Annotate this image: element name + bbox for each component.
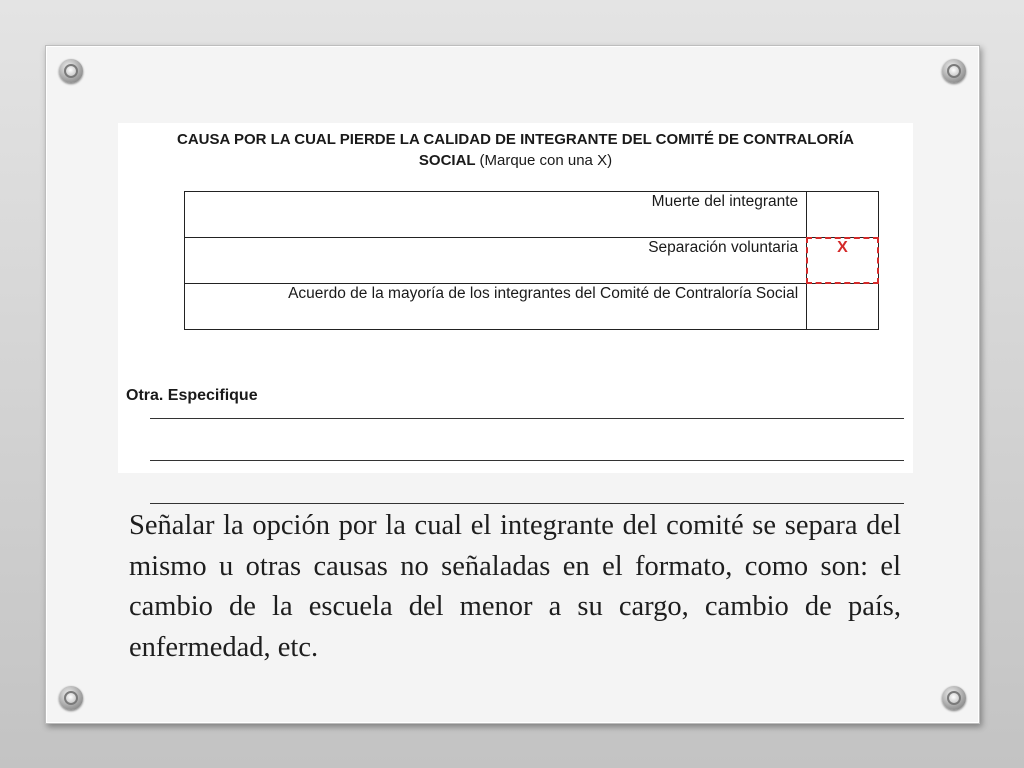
form-excerpt — [118, 123, 913, 473]
option-row — [185, 284, 879, 330]
other-label: Otra. Especifique — [126, 387, 258, 404]
screw-bottom-right-icon — [942, 686, 966, 710]
form-title — [118, 129, 913, 171]
option-checkbox-separacion[interactable] — [807, 238, 879, 284]
specify-line-1[interactable] — [150, 418, 904, 419]
option-row — [185, 192, 879, 238]
option-label-separacion: Separación voluntaria — [185, 238, 807, 284]
screw-top-left-icon — [59, 59, 83, 83]
description-text: Señalar la opción por la cual el integrante del comité se separa del mismo u otras causas no señaladas en el formato, como son: el cambio de la escuela del menor a su cargo, cambio de país, enfermedad, etc. — [129, 510, 901, 663]
options-table — [184, 191, 879, 330]
option-checkbox-acuerdo[interactable] — [807, 284, 879, 330]
screw-bottom-left-icon — [59, 686, 83, 710]
slide-card — [45, 45, 980, 724]
specify-line-2[interactable] — [150, 460, 904, 461]
screw-top-right-icon — [942, 59, 966, 83]
option-label-muerte: Muerte del integrante — [185, 192, 807, 238]
option-mark-separacion: X — [837, 239, 848, 256]
form-title-note: (Marque con una X) — [479, 152, 613, 169]
form-title-line1: CAUSA POR LA CUAL PIERDE LA CALIDAD DE INTEGRANTE DEL COMITÉ DE CONTRALORÍA — [177, 131, 854, 148]
option-row — [185, 238, 879, 284]
form-title-line2: SOCIAL — [418, 152, 476, 169]
specify-line-3[interactable] — [150, 503, 904, 504]
option-label-acuerdo: Acuerdo de la mayoría de los integrantes del Comité de Contraloría Social — [185, 284, 807, 330]
option-checkbox-muerte[interactable] — [807, 192, 879, 238]
